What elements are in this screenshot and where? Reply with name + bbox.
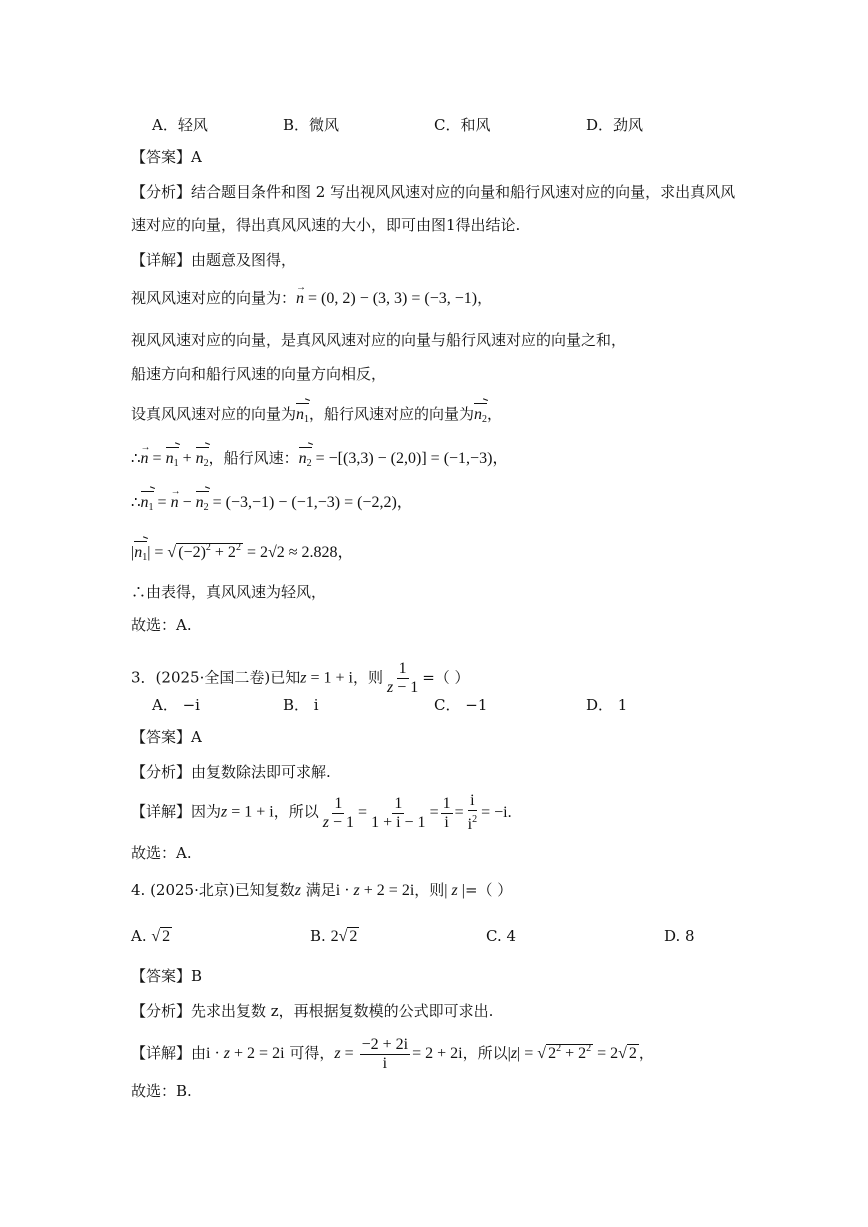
detail-line-magnitude: $|n_1|$ = √ $(-2)^2 + 2^2 = 2√2 \approx 2.828$， bbox=[131, 538, 354, 568]
define-part-a: 设真风风速对应的向量为 bbox=[131, 405, 297, 423]
q4-option-a-label: A. bbox=[131, 927, 147, 945]
q3-detail: 【详解】因为z = 1 + i，所以 $\frac{1}{z - 1}$ = $\frac{1}{1 + i - 1}$ = $\frac{1}{i}$ = $\frac{i}{i^2}$ = −i. bbox=[131, 792, 512, 833]
q4-detail-a: 【详解】由 bbox=[131, 1044, 207, 1063]
q3-answer: 【答案】A bbox=[131, 728, 202, 746]
q4-option-b: B. 2√ 2 bbox=[310, 927, 358, 945]
q3-stem-a: 3．(2025·全国二卷)已知 bbox=[131, 668, 301, 687]
q3-detail-a: 【详解】因为 bbox=[131, 802, 222, 821]
q3-stem-b: ，则 bbox=[352, 668, 383, 687]
q4-option-a: A. √ 2 bbox=[131, 927, 171, 945]
q3-detail-b: ，所以 bbox=[273, 802, 319, 821]
q4-choose: 故选：B. bbox=[131, 1082, 192, 1100]
q3-option-a: A． −i bbox=[152, 696, 200, 714]
option-a: A．轻风 bbox=[152, 116, 208, 134]
q3-stem: 3．(2025·全国二卷)已知z = 1 + i，则 $\frac{1}{z - 1}$ =（ ） bbox=[131, 660, 470, 696]
detail-line-ship-wind: ∴→ $n = n_1 + n_2$，船行风速：$n_2 = -[(3,3) - (2,0)] = (-1,-3)$， bbox=[131, 448, 508, 474]
q4-stem-b: 满足 bbox=[305, 881, 336, 899]
option-c: C．和风 bbox=[434, 116, 491, 134]
analysis-line-2: 速对应的向量，得出真风风速的大小，即可由图1得出结论. bbox=[131, 216, 521, 234]
detail-intro: 【详解】由题意及图得， bbox=[131, 251, 297, 269]
choose-line: 故选：A. bbox=[131, 616, 192, 634]
q4-stem-d: =（ ） bbox=[464, 881, 513, 899]
q3-option-d: D． 1 bbox=[586, 696, 628, 714]
q4-stem: 4. (2025·北京)已知复数z 满足i · z + 2 = 2i，则| z |=（ ） bbox=[131, 881, 513, 899]
option-d: D．劲风 bbox=[586, 116, 644, 134]
q3-option-c: C． −1 bbox=[434, 696, 488, 714]
q4-option-c: C. 4 bbox=[486, 927, 517, 945]
detail-line-direction: 船速方向和船行风速的向量方向相反， bbox=[131, 365, 387, 383]
define-part-c: ， bbox=[487, 405, 503, 423]
option-b: B．微风 bbox=[283, 116, 340, 134]
q3-option-b: B． i bbox=[283, 696, 319, 714]
q4-detail-b: 可得， bbox=[289, 1044, 335, 1063]
magnitude-value: = 2√2 ≈ 2.828， bbox=[242, 544, 354, 561]
detail-line-sum: 视风风速对应的向量，是真风风速对应的向量与船行风速对应的向量之和， bbox=[131, 331, 627, 349]
true-wind-value: = (−3,−1) − (−1,−3) = (−2,2)， bbox=[208, 494, 413, 511]
q4-stem-a: 4. (2025·北京)已知复数 bbox=[131, 881, 295, 899]
q3-choose: 故选：A. bbox=[131, 844, 192, 862]
ship-wind-label: ，船行风速： bbox=[208, 449, 299, 467]
q4-detail-c: ，所以 bbox=[462, 1044, 508, 1063]
detail-vector-n: 视风风速对应的向量为：→ n = (0, 2) − (3, 3) = (−3, −1)， bbox=[131, 288, 492, 309]
q3-stem-c: =（ ） bbox=[422, 668, 470, 687]
analysis-line-1: 【分析】结合题目条件和图 2 写出视风风速对应的向量和船行风速对应的向量，求出真风风 bbox=[131, 183, 736, 201]
detail-vector-n-label: 视风风速对应的向量为： bbox=[131, 289, 297, 307]
q4-answer: 【答案】B bbox=[131, 967, 203, 985]
q4-detail: 【详解】由i · z + 2 = 2i 可得，z = $\frac{-2 + 2i}{i}$ = 2 + 2i，所以|z| = √ $2^2 + 2^2 = 2√$ 2 ， bbox=[131, 1036, 654, 1072]
q4-option-b-label: B. bbox=[310, 927, 326, 945]
q3-analysis: 【分析】由复数除法即可求解. bbox=[131, 763, 331, 781]
detail-line-conclusion: ∴由表得，真风风速为轻风， bbox=[131, 583, 327, 601]
detail-line-define: 设真风风速对应的向量为$n_1$，船行风速对应的向量为$n_2$， bbox=[131, 404, 502, 430]
q4-stem-c: ，则 bbox=[414, 881, 445, 899]
detail-line-true-wind: $\therefore n_1$ = → $n - n_2 = (-3,-1) - (-1,-3) = (-2,2)$， bbox=[131, 492, 413, 518]
define-part-b: ，船行风速对应的向量为 bbox=[309, 405, 475, 423]
therefore-mark: ∴ bbox=[131, 449, 141, 467]
q4-analysis: 【分析】先求出复数 z，再根据复数模的公式即可求出. bbox=[131, 1002, 494, 1020]
q4-option-d: D. 8 bbox=[664, 927, 695, 945]
ship-wind-value: = −[(3,3) − (2,0)] = (−1,−3)， bbox=[311, 450, 509, 467]
answer-line: 【答案】A bbox=[131, 148, 202, 166]
